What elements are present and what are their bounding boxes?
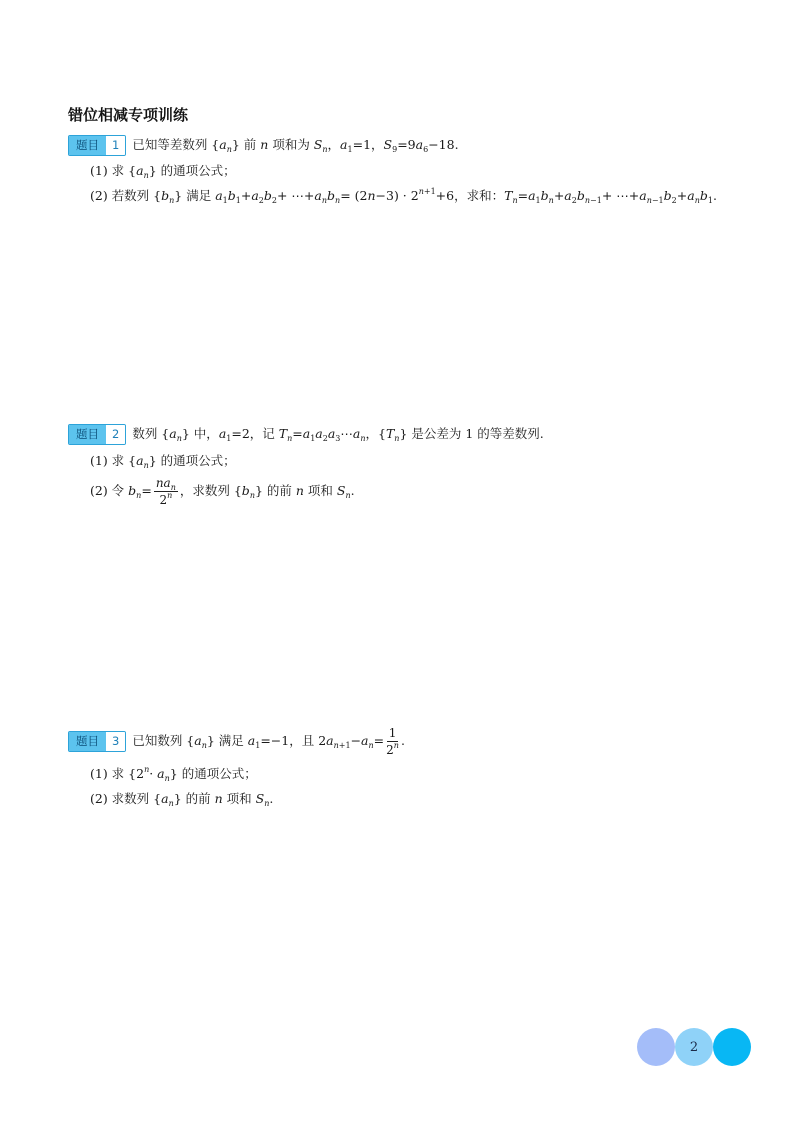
badge-label: 题目 [69, 732, 106, 751]
problem-1-stem: 题目 1 已知等差数列 $\{a_n\}$ 前 n 项和为 $S_n$，$a_1=1$，$S_9=9a_6-18$. [68, 135, 717, 156]
page-title: 错位相减专项训练 [68, 106, 189, 124]
badge-label: 题目 [69, 425, 106, 444]
decor-circle-left [637, 1028, 675, 1066]
problem-2-stem: 题目 2 数列 $\{a_n\}$ 中，$a_1=2$，记 $T_n=a_1a_2a_3\cdots a_n$，$\{T_n\}$ 是公差为 1 的等差数列. [68, 424, 544, 445]
problem-3-part-2: (2) 求数列 $\{a_n\}$ 的前 n 项和 $S_n$. [90, 790, 274, 808]
problem-1-part-2: (2) 若数列 $\{b_n\}$ 满足 $a_1b_1+a_2b_2+$ $\cdots+a_nb_n= (2n-3) \cdot 2^{n+1}+6$，求和：$T_n=a_1b_n+a_2b_{n-1}+$ $\cdots+a_{n-1}b_2+a_nb_1$. [90, 186, 717, 205]
badge-number: 2 [106, 425, 125, 444]
problem-3-stem: 题目 3 已知数列 $\{a_n\}$ 满足 $a_1=-1$，且 $2a_{n+1}-a_n=$ $\frac{1}{2^n}$ . [68, 727, 405, 756]
problem-badge [68, 135, 126, 156]
problem-badge [68, 731, 126, 752]
problem-3-part-1: (1) 求 $\{2^n\cdot a_n\}$ 的通项公式； [90, 765, 257, 783]
fraction: $\frac{1}{2^n}$ [386, 726, 399, 757]
badge-number: 3 [106, 732, 125, 751]
problem-3 [68, 726, 405, 808]
problem-2-part-2: (2) 令 $b_n=$ $\frac{na_n}{2^n}$ ，求数列 $\{b_n\}$ 的前 n 项和 $S_n$. [90, 475, 355, 507]
decor-circle-right [713, 1028, 751, 1066]
fraction: $\frac{na_n}{2^n}$ [155, 475, 176, 507]
problem-badge [68, 424, 126, 445]
problem-2-part-1: (1) 求 $\{a_n\}$ 的通项公式； [90, 453, 236, 470]
problem-1 [68, 135, 717, 205]
page-number-decoration [637, 1028, 753, 1068]
badge-number: 1 [106, 136, 125, 155]
problem-2 [68, 424, 544, 506]
badge-label: 题目 [69, 136, 106, 155]
problem-1-part-1: (1) 求 $\{a_n\}$ 的通项公式； [90, 163, 236, 180]
page-number: 2 [689, 1039, 699, 1055]
